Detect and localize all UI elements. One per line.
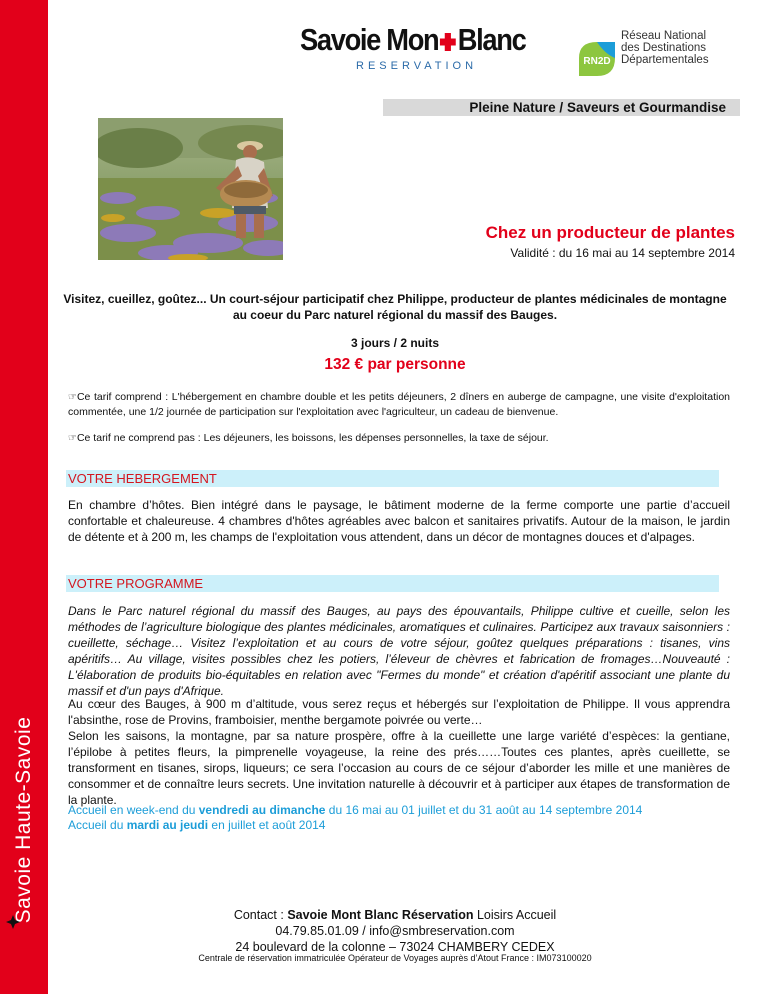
section-hebergement-header bbox=[66, 470, 719, 487]
category-bar bbox=[383, 99, 740, 116]
category-label: Pleine Nature / Saveurs et Gourmandise bbox=[469, 100, 726, 115]
savoie-mont-blanc-logo bbox=[300, 22, 526, 80]
price-includes bbox=[68, 390, 730, 419]
reseau-national-logo bbox=[575, 26, 715, 86]
programme-line1: Au cœur des Bauges, à 900 m d’altitude, vous serez reçus et hébergés sur l’exploitation de Philippe. Il vous apprendra l'absinthe, rose de Provins, framboisier, menthe bergamote poivrée ou verte… bbox=[68, 697, 730, 727]
offer-title: Chez un producteur de plantes bbox=[485, 223, 735, 242]
logo-part2: Blanc bbox=[457, 22, 526, 57]
reseau-text bbox=[621, 30, 709, 66]
contact-suffix: Loisirs Accueil bbox=[473, 908, 557, 922]
reseau-line3: Départementales bbox=[621, 54, 709, 66]
pointing-hand-icon: ☞ bbox=[68, 392, 77, 403]
accueil-weekday-dates: en juillet et août 2014 bbox=[208, 818, 326, 832]
accueil-weekday-days: mardi au jeudi bbox=[126, 818, 209, 832]
logo-part1: Savoie Mon bbox=[300, 22, 439, 57]
accueil-weekend bbox=[68, 803, 730, 818]
section-programme-header bbox=[66, 575, 719, 592]
contact-prefix: Contact : bbox=[233, 908, 288, 922]
price-excludes bbox=[68, 431, 730, 446]
reseau-line2: des Destinations bbox=[621, 42, 707, 54]
section-hebergement-title: VOTRE HEBERGEMENT bbox=[68, 471, 217, 486]
accueil-weekday bbox=[68, 818, 730, 833]
contact-legal: Centrale de réservation immatriculée Opérateur de Voyages auprès d’Atout France : IM073100020 bbox=[198, 953, 592, 963]
rn2d-badge-icon bbox=[575, 36, 619, 80]
price-excludes-text: Ce tarif ne comprend pas : Les déjeuners, les boissons, les dépenses personnelles, la taxe de séjour. bbox=[76, 432, 549, 444]
programme-text bbox=[68, 696, 730, 808]
rn2d-badge-text: RN2D bbox=[583, 56, 611, 67]
reseau-line1: Réseau National bbox=[621, 30, 707, 42]
contact-block bbox=[60, 907, 730, 955]
sidebar-label: Savoie Haute-Savoie bbox=[12, 716, 35, 924]
accueil-weekend-days: vendredi au dimanche bbox=[198, 803, 326, 817]
logo-reservation: RESERVATION bbox=[356, 60, 478, 72]
hebergement-text: En chambre d’hôtes. Bien intégré dans le paysage, le bâtiment moderne de la ferme comporte une partie d’accueil confortable et chaleureuse. 4 chambres d'hôtes agréables avec balcon et sanitaires privatifs. Autour de la maison, le jardin de détente et à 200 m, les champs de l'exploitation vous attendent, dans un décor de montagnes douces et d'alpages. bbox=[68, 498, 730, 544]
price-includes-text: Ce tarif comprend : L'hébergement en chambre double et les petits déjeuners, 2 dîners en auberge de campagne, une visite d'exploitation commentée, une 1/2 journée de participation sur l'exploitation avec l'agriculteur, un cadeau de bienvenue. bbox=[68, 391, 730, 418]
contact-name: Savoie Mont Blanc Réservation bbox=[287, 908, 474, 922]
sidebar-cross-icon bbox=[6, 915, 20, 929]
offer-validity: Validité : du 16 mai au 14 septembre 2014 bbox=[510, 246, 735, 260]
offer-price: 132 € par personne bbox=[324, 356, 466, 373]
programme-line2: Selon les saisons, la montagne, par sa nature prospère, offre à la cueillette une large variété d’espèces: la gentiane, l’épilobe à petites fleurs, la pimprenelle voyageuse, la reine des prés……Toutes ces plantes, après cueillette, se transforment en tisanes, sirops, liqueurs; ce sera l’occasion au cours de ce séjour d’aborder les mille et une manières de consommer et de connaître leurs secrets. Une invitation naturelle à découvrir et à participer aux étapes de transformation de la plante. bbox=[68, 729, 730, 807]
offer-duration: 3 jours / 2 nuits bbox=[350, 336, 440, 350]
pointing-hand-icon: ☞ bbox=[68, 433, 77, 444]
contact-phone-email[interactable]: 04.79.85.01.09 / info@smbreservation.com bbox=[275, 924, 515, 938]
programme-italic-text: Dans le Parc naturel régional du massif des Bauges, au pays des épouvantails, Philippe cultive et cueille, selon les méthodes de l’agriculture biologique des plantes médicinales, aromatiques et culinaires. Participez aux travaux saisonniers : cueillette, séchage… Visitez l’exploitation et au cours de votre séjour, goûtez quelques préparations : tisanes, vins apéritifs… Au village, visites possibles chez les potiers, l’éleveur de chèvres et fabrication de fromages…Nouveauté : L'élaboration de produits bio-équitables en relation avec "Fermes du monde" et création d'apéritif associant une plante du massif et d'un pays d'Afrique. bbox=[68, 604, 730, 698]
offer-intro: Visitez, cueillez, goûtez... Un court-séjour participatif chez Philippe, producteur de plantes médicinales de montagne au coeur du Parc naturel régional du massif des Bauges. bbox=[63, 292, 727, 322]
red-cross-icon bbox=[439, 32, 457, 52]
accueil-weekday-a: Accueil du bbox=[68, 818, 127, 832]
section-programme-title: VOTRE PROGRAMME bbox=[68, 576, 204, 591]
accueil-weekend-dates: du 16 mai au 01 juillet et du 31 août au 14 septembre 2014 bbox=[325, 803, 643, 817]
farmer-picking-lavender-photo bbox=[98, 118, 283, 260]
contact-address: 24 boulevard de la colonne – 73024 CHAMBERY CEDEX bbox=[235, 940, 555, 954]
sidebar-band bbox=[0, 0, 48, 994]
accueil-weekend-a: Accueil en week-end du bbox=[68, 803, 199, 817]
contact-line1 bbox=[60, 907, 730, 923]
logo-wordmark bbox=[300, 22, 525, 58]
